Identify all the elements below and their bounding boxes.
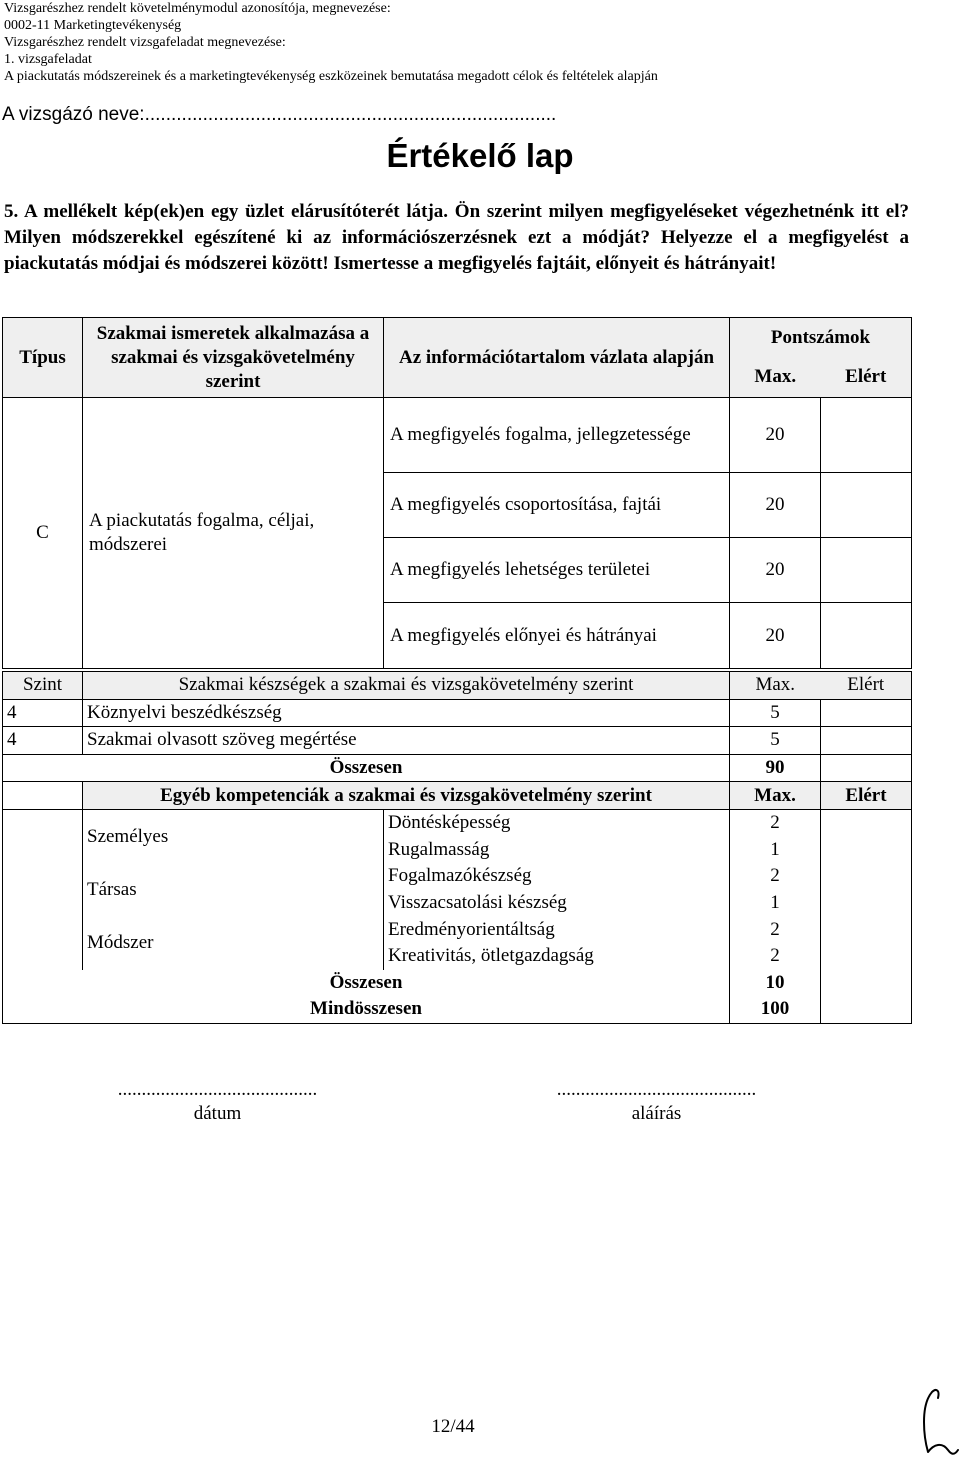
competency-name: Kreativitás, ötletgazdagság [384, 943, 730, 970]
header-achieved: Elért [821, 672, 912, 700]
header-line-1: Vizsgarészhez rendelt követelménymodul azonosítója, megnevezése: [4, 1, 391, 16]
competency-name: Visszacsatolási készség [384, 890, 730, 917]
competency-max: 2 [730, 943, 821, 970]
competencies-total-label: Összesen [3, 970, 730, 997]
task-description: 5. A mellékelt kép(ek)en egy üzlet elárusítóterét látja. Ön szerint milyen megfigyeléseket végezhetnénk itt el? Milyen módszerekkel egészítené ki az információszerzésnek ezt a módját? Helyezze el a megfigyelést a piackutatás módjai és módszerei között! Ismertesse a megfigyelés fajtáit, előnyeit és hátrányait! [4, 201, 909, 274]
page-title: Értékelő lap [386, 137, 574, 174]
header-content: Az információtartalom vázlata alapján [384, 318, 730, 398]
skill-achieved[interactable] [821, 699, 912, 727]
competency-achieved[interactable] [821, 863, 912, 890]
signature-label: aláírás [631, 1103, 682, 1124]
content-cell: A megfigyelés előnyei és hátrányai [384, 603, 730, 669]
skill-level: 4 [3, 727, 83, 755]
date-line: .......................................... [117, 1079, 318, 1100]
competency-achieved[interactable] [821, 890, 912, 917]
competency-achieved[interactable] [821, 943, 912, 970]
competency-achieved[interactable] [821, 809, 912, 836]
skills-total-value: 90 [730, 754, 821, 782]
signature-block [524, 1078, 789, 1126]
candidate-name-field: A vizsgázó neve:.............................................................................. [2, 104, 557, 125]
content-cell: A megfigyelés csoportosítása, fajtái [384, 473, 730, 538]
competency-name: Rugalmasság [384, 837, 730, 864]
competency-group: Módszer [83, 916, 384, 969]
achieved-cell[interactable] [821, 473, 912, 538]
header-competencies: Egyéb kompetenciák a szakmai és vizsgakövetelmény szerint [83, 782, 730, 810]
competency-achieved[interactable] [821, 837, 912, 864]
achieved-cell[interactable] [821, 603, 912, 669]
header-line-3: Vizsgarészhez rendelt vizsgafeladat megnevezése: [4, 35, 286, 50]
signature-line: .......................................... [556, 1079, 757, 1100]
skill-max: 5 [730, 699, 821, 727]
achieved-cell[interactable] [821, 398, 912, 473]
content-cell: A megfigyelés lehetséges területei [384, 538, 730, 603]
competency-group: Személyes [83, 809, 384, 863]
competency-name: Eredményorientáltság [384, 916, 730, 943]
competency-max: 1 [730, 837, 821, 864]
header-achieved: Elért [821, 358, 912, 398]
grand-total-label: Mindösszesen [3, 996, 730, 1023]
page-number: 12/44 [431, 1416, 475, 1437]
date-label: dátum [193, 1103, 242, 1124]
skill-level: 4 [3, 699, 83, 727]
competencies-total-achieved[interactable] [821, 970, 912, 997]
competency-name: Döntésképesség [384, 809, 730, 836]
date-signature-block [85, 1078, 350, 1126]
evaluation-table [2, 317, 912, 669]
max-cell: 20 [730, 603, 821, 669]
competency-max: 2 [730, 863, 821, 890]
header-max: Max. [730, 672, 821, 700]
header-skills: Szakmai készségek a szakmai és vizsgakövetelmény szerint [83, 672, 730, 700]
header-level: Szint [3, 672, 83, 700]
grand-total-achieved[interactable] [821, 996, 912, 1023]
skill-max: 5 [730, 727, 821, 755]
skill-name: Szakmai olvasott szöveg megértése [83, 727, 730, 755]
skills-total-achieved[interactable] [821, 754, 912, 782]
achieved-cell[interactable] [821, 538, 912, 603]
max-cell: 20 [730, 473, 821, 538]
max-cell: 20 [730, 398, 821, 473]
header-type: Típus [3, 318, 83, 398]
content-cell: A megfigyelés fogalma, jellegzetessége [384, 398, 730, 473]
header-max: Max. [730, 358, 821, 398]
knowledge-cell: A piackutatás fogalma, céljai, módszerei [83, 398, 384, 669]
header-achieved: Elért [821, 782, 912, 810]
header-knowledge: Szakmai ismeretek alkalmazása a szakmai és vizsgakövetelmény szerint [83, 318, 384, 398]
competency-max: 2 [730, 809, 821, 836]
competency-group: Társas [83, 863, 384, 916]
max-cell: 20 [730, 538, 821, 603]
header-points: Pontszámok [730, 318, 912, 358]
competency-max: 2 [730, 916, 821, 943]
competency-max: 1 [730, 890, 821, 917]
header-line-5: A piackutatás módszereinek és a marketingtevékenység eszközeinek bemutatása megadott célok és feltételek alapján [4, 69, 658, 84]
skill-name: Köznyelvi beszédkészség [83, 699, 730, 727]
header-line-4: 1. vizsgafeladat [4, 52, 92, 67]
competency-name: Fogalmazókészség [384, 863, 730, 890]
handwritten-initial-mark [918, 1386, 960, 1458]
competency-achieved[interactable] [821, 916, 912, 943]
type-cell: C [3, 398, 83, 669]
skill-achieved[interactable] [821, 727, 912, 755]
skills-total-label: Összesen [3, 754, 730, 782]
header-max: Max. [730, 782, 821, 810]
grand-total-value: 100 [730, 996, 821, 1023]
competencies-total-value: 10 [730, 970, 821, 997]
header-line-2: 0002-11 Marketingtevékenység [4, 18, 182, 33]
skills-table [2, 671, 912, 1024]
